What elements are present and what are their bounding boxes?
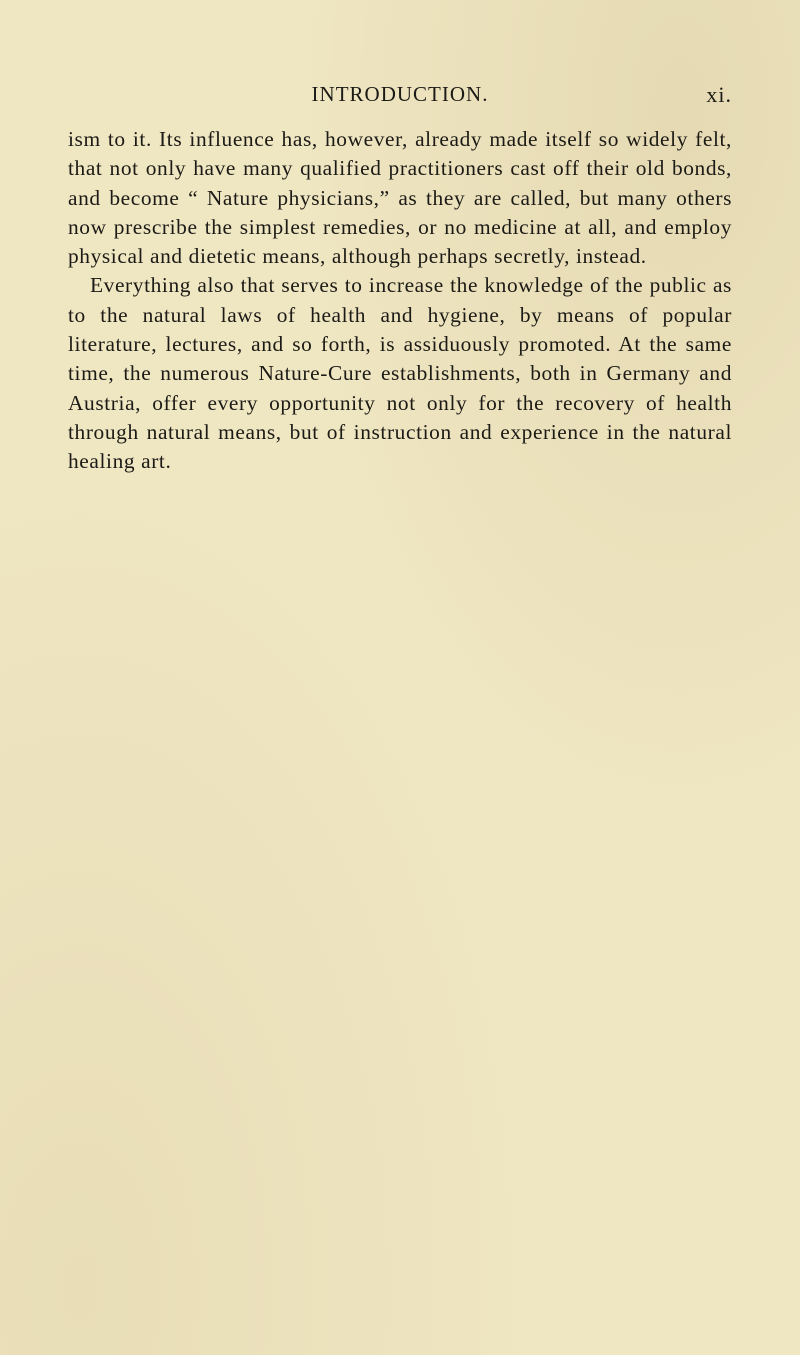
page-number: xi. [706, 82, 732, 107]
paragraph-continued: ism to it. Its influence has, however, already made itself so widely felt, that not only have many qualified practitioners cast off their old bonds, and become “ Nature physicians,” as they are called, but many others now prescribe the simplest remedies, or no medicine at all, and employ physical and dietetic means, although perhaps secretly, instead. [68, 127, 732, 269]
paragraph: Everything also that serves to increase the knowledge of the public as to the natural laws of health and hygiene, by means of popular literature, lectures, and so forth, is assiduously promoted. At the same time, the numerous Nature-Cure establishments, both in Germany and Austria, offer every opportunity not only for the recovery of health through natural means, but of instruction and experience in the natural healing art. [68, 273, 732, 474]
running-head-title: INTRODUCTION. [311, 82, 489, 106]
body-text [68, 125, 732, 477]
running-head [68, 82, 732, 112]
